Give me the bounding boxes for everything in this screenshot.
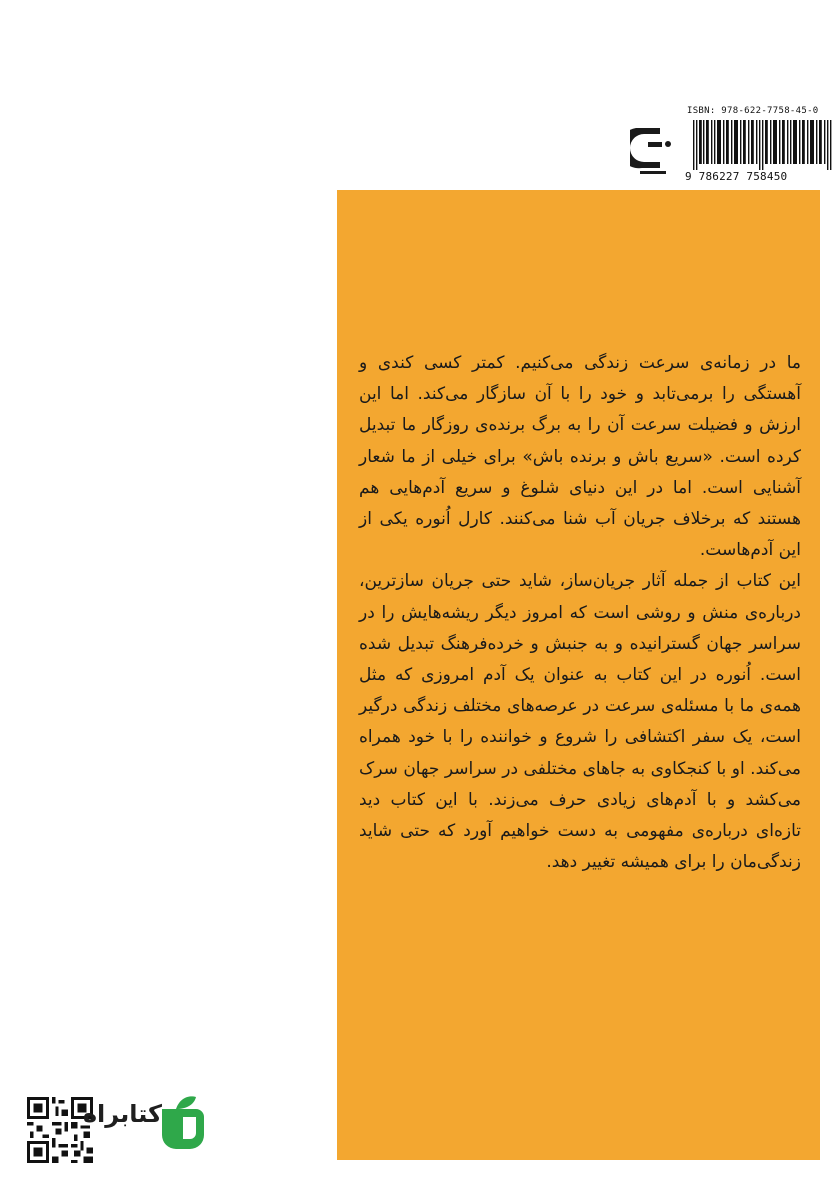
blurb-paragraph: این کتاب از جمله آثار جریان‌ساز، شاید حتی جریان سازترین، درباره‌ی منش و روشی است که امروز دیگر ریشه‌هایش را در سراسر جهان گسترانیده و به جنبش و خرده‌فرهنگ تبدیل شده است. اُنوره در این کتاب به عنوان یک آدم امروزی که مثل همه‌ی ما با مسئله‌ی سرعت در عرصه‌های مختلف زندگی درگیر است، یک سفر اکتشافی را شروع و خواننده را با خود همراه می‌کند. او با کنجکاوی به جاهای مختلفی در سراسر جهان سرک می‌کشد و با آدم‌های زیادی حرف می‌زند. با این کتاب دید تازه‌ای درباره‌ی مفهومی به دست خواهیم آورد که حتی شاید زندگی‌مان را برای همیشه تغییر دهد. xyxy=(359,571,801,873)
barcode-bars xyxy=(693,120,833,170)
site-name: کتابراه xyxy=(82,1100,162,1128)
site-logo xyxy=(82,1092,208,1154)
blurb-paragraph: ما در زمانه‌ی سرعت زندگی می‌کنیم. کمتر کسی کندی و آهستگی را برمی‌تابد و خود را با آن سازگار می‌کند. اما این ارزش و فضیلت سرعت آن را به برگ برنده‌ی روزگار ما تبدیل کرده است. «سریع باش و برنده باش» برای خیلی از ما شعار آشنایی است. اما در این دنیای شلوغ و سریع آدم‌هایی هم هستند که برخلاف جریان آب شنا می‌کنند. کارل اُنوره یکی از این آدم‌هاست. xyxy=(359,353,801,561)
ean-digits: 9 786227 758450 xyxy=(685,170,788,183)
isbn-barcode xyxy=(683,106,840,182)
book-leaf-icon xyxy=(156,1095,208,1151)
blurb-text xyxy=(359,348,801,878)
isbn-label: ISBN: 978-622-7758-45-0 xyxy=(687,106,819,116)
publisher-logo-icon xyxy=(630,122,676,178)
back-cover-panel xyxy=(337,190,820,1160)
